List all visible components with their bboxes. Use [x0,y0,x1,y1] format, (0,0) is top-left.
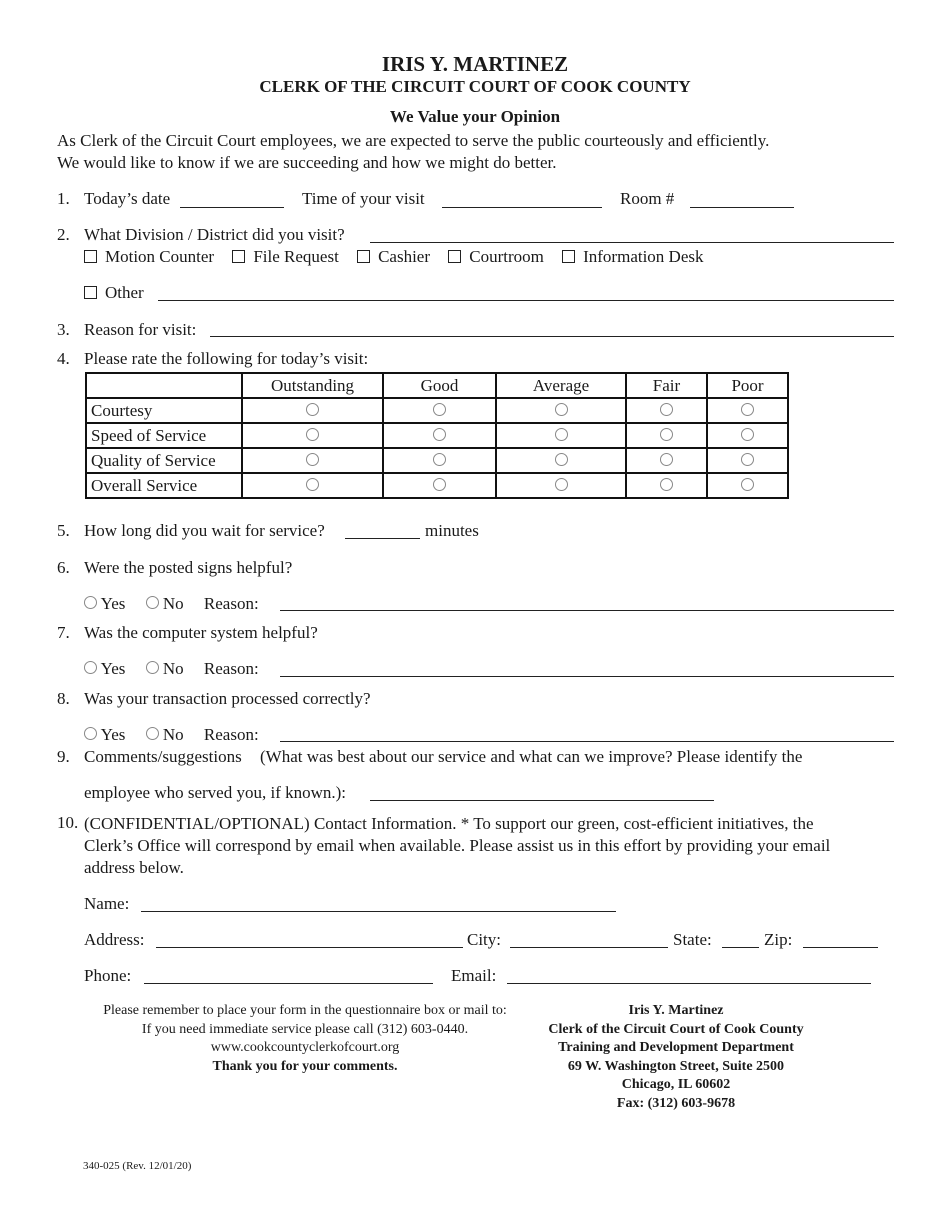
transaction-label: Was your transaction processed correctly? [84,689,371,708]
radio-icon[interactable] [555,428,568,441]
col-header: Fair [626,373,707,398]
footer-instructions [60,1002,550,1076]
option-file-request[interactable]: File Request [232,247,338,266]
comments-field[interactable] [370,800,714,801]
option-courtroom[interactable]: Courtroom [448,247,544,266]
radio-icon[interactable] [306,453,319,466]
checkbox-icon[interactable] [357,250,370,263]
phone-label: Phone: [84,966,132,985]
option-information-desk[interactable]: Information Desk [562,247,703,266]
radio-icon[interactable] [660,403,673,416]
address-label: Address: [84,930,145,949]
mailing-address [520,1002,832,1113]
row-label: Quality of Service [86,448,242,473]
radio-icon[interactable] [433,428,446,441]
address-line: Chicago, IL 60602 [621,1077,731,1092]
city-label: City: [467,930,502,949]
form-title: We Value your Opinion [389,107,561,126]
radio-icon[interactable] [660,428,673,441]
address-line: 69 W. Washington Street, Suite 2500 [567,1058,785,1074]
option-motion-counter[interactable]: Motion Counter [84,247,214,266]
email-field[interactable] [507,983,871,984]
radio-icon[interactable] [146,661,159,674]
name-label: Name: [84,894,130,913]
rating-row [86,423,788,448]
radio-icon[interactable] [741,403,754,416]
no-option[interactable]: No [146,594,184,613]
radio-icon[interactable] [84,596,97,609]
radio-icon[interactable] [306,478,319,491]
form-number: 340-025 (Rev. 12/01/20) [83,1160,192,1172]
q10-number: 10. [57,813,79,832]
wait-unit: minutes [425,521,479,540]
checkbox-icon[interactable] [84,286,97,299]
checkbox-icon[interactable] [232,250,245,263]
state-field[interactable] [722,947,759,948]
state-label: State: [673,930,712,949]
contact-info-text [84,813,830,879]
reason-visit-field[interactable] [210,336,894,337]
transaction-answer [84,725,259,745]
col-header: Outstanding [242,373,383,398]
rating-row [86,448,788,473]
q1-number: 1. [57,189,70,208]
division-options [84,247,704,267]
computer-label: Was the computer system helpful? [84,623,318,642]
address-line: Clerk of the Circuit Court of Cook County [548,1021,804,1037]
signs-label: Were the posted signs helpful? [84,558,293,577]
radio-icon[interactable] [660,478,673,491]
radio-icon[interactable] [433,478,446,491]
radio-icon[interactable] [306,403,319,416]
radio-icon[interactable] [741,453,754,466]
footer-line: Please remember to place your form in the questionnaire box or mail to: [103,1003,507,1018]
wait-label: How long did you wait for service? [84,521,325,540]
q8-number: 8. [57,689,70,708]
footer-thanks: Thank you for your comments. [212,1058,398,1074]
rating-table [85,372,789,499]
q4-number: 4. [57,349,70,368]
address-field[interactable] [156,947,463,948]
col-header: Average [496,373,626,398]
radio-icon[interactable] [84,727,97,740]
time-label: Time of your visit [302,189,425,208]
rating-row [86,473,788,498]
computer-answer [84,659,259,679]
phone-field[interactable] [144,983,433,984]
intro-text [57,130,769,174]
intro-line-1: As Clerk of the Circuit Court employees, we are expected to serve the public courteously and efficiently. [57,131,770,150]
other-field[interactable] [158,300,894,301]
division-label: What Division / District did you visit? [84,225,345,244]
time-field[interactable] [442,207,602,208]
radio-icon[interactable] [84,661,97,674]
rating-header-row [86,373,788,398]
reason-label: Reason: [203,659,259,678]
signs-reason-field[interactable] [280,610,894,611]
comments-detail: (What was best about our service and what can we improve? Please identify the [259,747,803,766]
intro-line-2: We would like to know if we are succeeding and how we might do better. [57,153,557,172]
reason-label: Reason: [203,594,259,613]
radio-icon[interactable] [741,478,754,491]
radio-icon[interactable] [741,428,754,441]
zip-field[interactable] [803,947,878,948]
reason-visit-label: Reason for visit: [84,320,197,339]
fax-line: Fax: (312) 603-9678 [616,1095,736,1111]
signs-answer [84,594,259,614]
comments-detail-2: employee who served you, if known.): [84,783,347,802]
wait-field[interactable] [345,538,420,539]
q2-number: 2. [57,225,70,244]
comments-label [84,747,802,767]
rate-label: Please rate the following for today’s visit: [84,349,369,368]
no-option[interactable]: No [146,725,184,744]
reason-label: Reason: [203,725,259,744]
yes-option[interactable]: Yes [84,659,125,678]
comments-title: Comments/suggestions [84,747,242,766]
radio-icon[interactable] [555,403,568,416]
zip-label: Zip: [764,930,793,949]
computer-reason-field[interactable] [280,676,894,677]
q3-number: 3. [57,320,70,339]
q5-number: 5. [57,521,70,540]
row-label: Overall Service [86,473,242,498]
footer-website: www.cookcountyclerkofcourt.org [210,1040,400,1055]
clerk-name: IRIS Y. MARTINEZ [381,52,569,76]
rating-row [86,398,788,423]
room-field[interactable] [690,207,794,208]
col-header: Good [383,373,496,398]
checkbox-icon[interactable] [562,250,575,263]
checkbox-icon[interactable] [84,250,97,263]
contact-line-3: address below. [84,858,184,877]
yes-option[interactable]: Yes [84,725,125,744]
no-option[interactable]: No [146,659,184,678]
address-line: Iris Y. Martinez [628,1003,724,1018]
contact-line-2: Clerk’s Office will correspond by email when available. Please assist us in this effort by providing your email [84,836,831,855]
row-label: Courtesy [86,398,242,423]
col-header: Poor [707,373,788,398]
email-label: Email: [451,966,497,985]
date-label: Today’s date [84,189,171,208]
radio-icon[interactable] [433,403,446,416]
option-other[interactable]: Other [84,283,144,303]
radio-icon[interactable] [146,596,159,609]
row-label: Speed of Service [86,423,242,448]
q9-number: 9. [57,747,70,766]
city-field[interactable] [510,947,668,948]
radio-icon[interactable] [433,453,446,466]
contact-line-1: (CONFIDENTIAL/OPTIONAL) Contact Information. * To support our green, cost-efficient initiatives, the [84,814,814,833]
radio-icon[interactable] [306,428,319,441]
q7-number: 7. [57,623,70,642]
corner-cell [86,373,242,398]
yes-option[interactable]: Yes [84,594,125,613]
division-field[interactable] [370,242,894,243]
address-line: Training and Development Department [558,1040,794,1055]
radio-icon[interactable] [660,453,673,466]
date-field[interactable] [180,207,284,208]
radio-icon[interactable] [146,727,159,740]
room-label: Room # [620,189,675,208]
checkbox-icon[interactable] [448,250,461,263]
footer-line: If you need immediate service please call (312) 603-0440. [141,1021,469,1037]
option-cashier[interactable]: Cashier [357,247,430,266]
radio-icon[interactable] [555,478,568,491]
q6-number: 6. [57,558,70,577]
name-field[interactable] [141,911,616,912]
radio-icon[interactable] [555,453,568,466]
office-title: CLERK OF THE CIRCUIT COURT OF COOK COUNTY [259,77,691,96]
transaction-reason-field[interactable] [280,741,894,742]
